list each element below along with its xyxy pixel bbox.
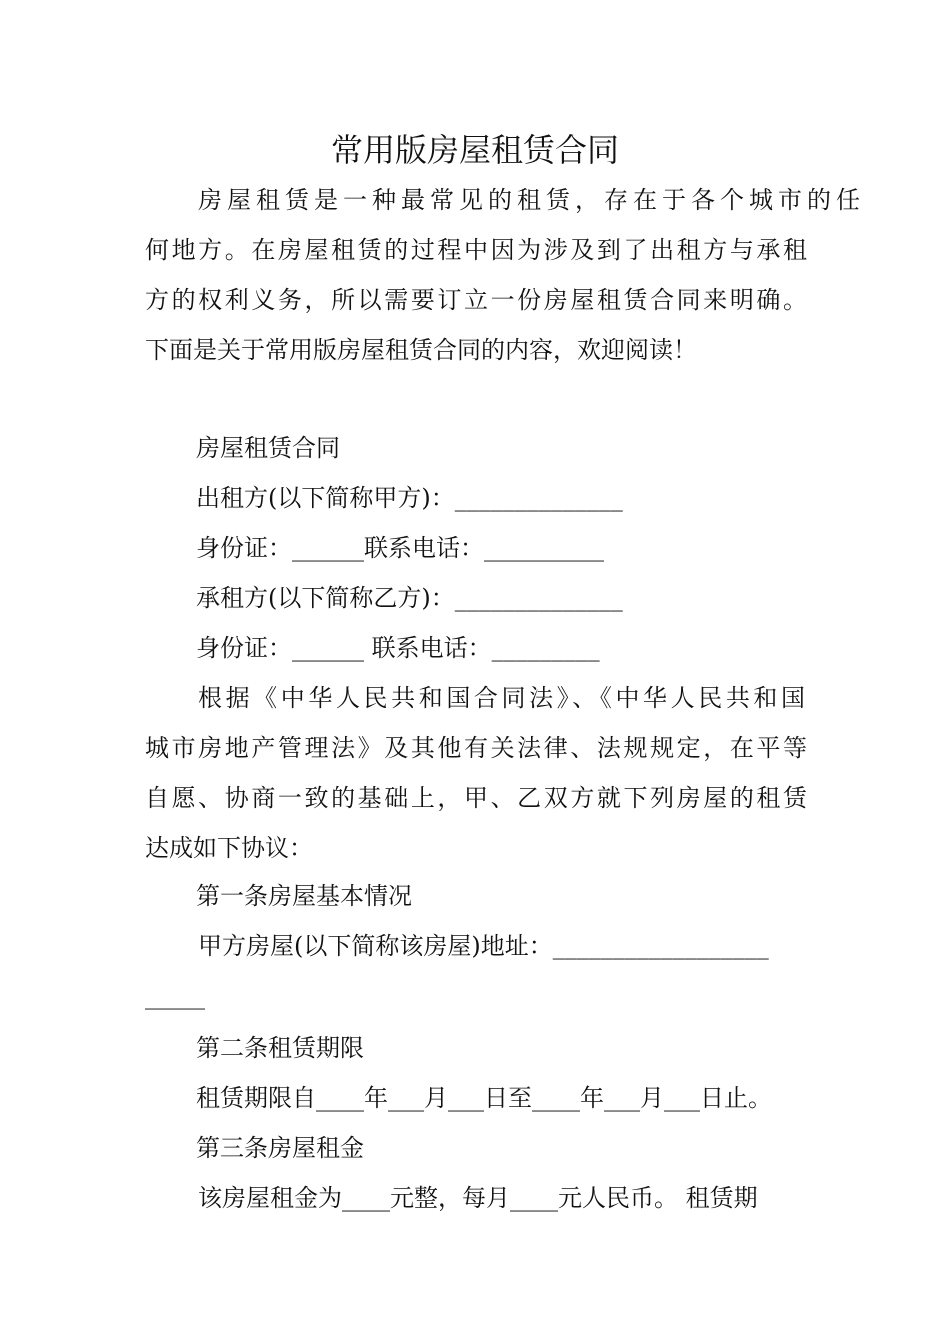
basis-line-4: 达成如下协议： [145, 834, 313, 862]
lessee-id-line: 身份证：______ 联系电话：_________ [196, 634, 600, 662]
document-title: 常用版房屋租赁合同 [330, 131, 619, 169]
lessor-line: 出租方(以下简称甲方)：______________ [196, 484, 623, 512]
article-1-title: 第一条房屋基本情况 [196, 882, 412, 910]
article-3-title: 第三条房屋租金 [196, 1134, 364, 1162]
article-2-title: 第二条租赁期限 [196, 1034, 364, 1062]
intro-line-4: 下面是关于常用版房屋租赁合同的内容，欢迎阅读！ [145, 336, 697, 364]
article-1-address-continued: _____ [145, 982, 205, 1010]
intro-line-2: 何地方。在房屋租赁的过程中因为涉及到了出租方与承租 [145, 236, 807, 264]
basis-line-2: 城市房地产管理法》及其他有关法律、法规规定，在平等 [145, 734, 807, 762]
article-1-address: 甲方房屋(以下简称该房屋)地址：__________________ [198, 932, 769, 960]
lessor-id-line: 身份证：______联系电话：__________ [196, 534, 604, 562]
basis-line-1: 根据《中华人民共和国合同法》、《中华人民共和国 [198, 684, 805, 712]
article-2-body: 租赁期限自____年___月___日至____年___月___日止。 [196, 1084, 772, 1112]
contract-title: 房屋租赁合同 [196, 434, 340, 462]
intro-line-3: 方的权利义务，所以需要订立一份房屋租赁合同来明确。 [145, 286, 807, 314]
article-3-body: 该房屋租金为____元整，每月____元人民币。 租赁期 [198, 1184, 758, 1212]
lessee-line: 承租方(以下简称乙方)：______________ [196, 584, 623, 612]
intro-line-1: 房屋租赁是一种最常见的租赁，存在于各个城市的任 [198, 186, 860, 214]
basis-line-3: 自愿、协商一致的基础上，甲、乙双方就下列房屋的租赁 [145, 784, 807, 812]
